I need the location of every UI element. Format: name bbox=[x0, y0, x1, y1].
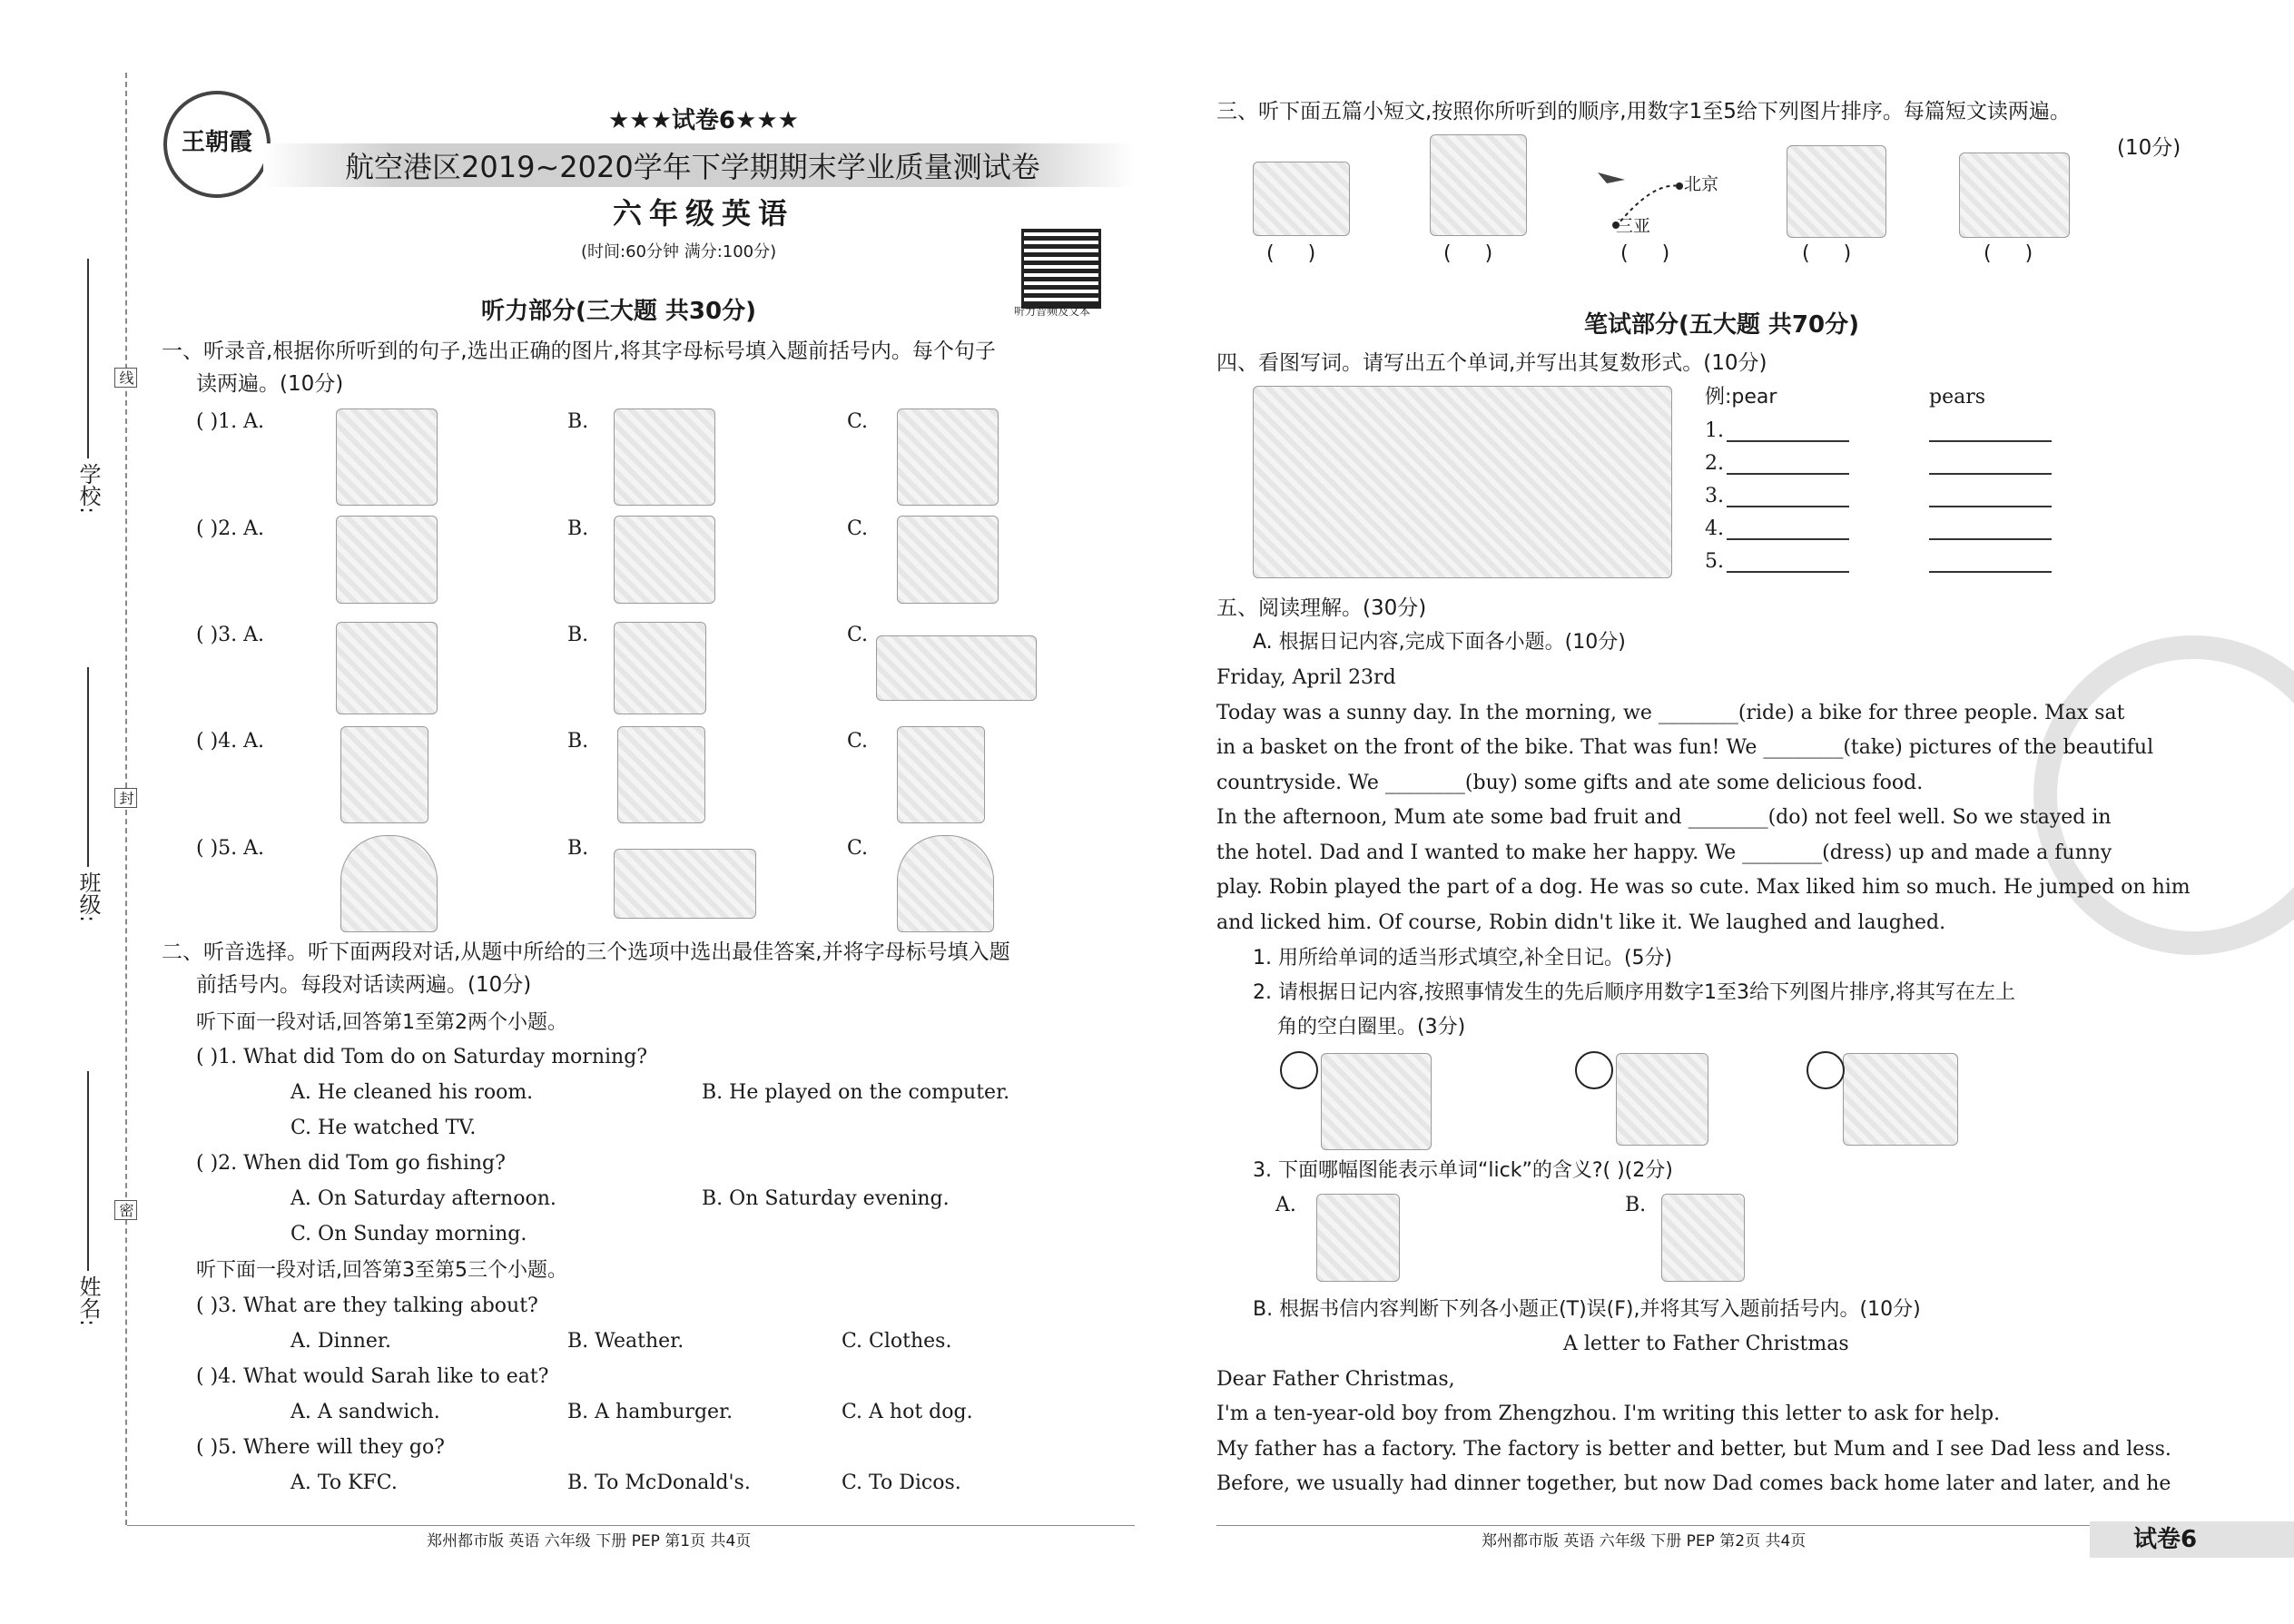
brand-logo bbox=[163, 91, 271, 198]
q5b-title: B. 根据书信内容判断下列各小题正(T)误(F),并将其写入题前括号内。(10分) bbox=[1253, 1298, 1921, 1321]
q1-4-a-image[interactable] bbox=[340, 726, 428, 823]
q3-paren-3[interactable]: ( ) bbox=[1620, 242, 1670, 265]
q2-item-2-b: B. On Saturday evening. bbox=[702, 1187, 950, 1210]
q3-title: 三、听下面五篇小短文,按照你所听到的顺序,用数字1至5给下列图片排序。每篇短文读两遍。 bbox=[1216, 100, 2071, 123]
q1-row-1-c: C. bbox=[847, 410, 869, 433]
q4-farm-picture bbox=[1253, 386, 1672, 578]
q2-item-5-question: ( )5. Where will they go? bbox=[196, 1436, 445, 1459]
q1-2-a-image[interactable] bbox=[336, 516, 438, 604]
q5a-sub-3: 3. 下面哪幅图能表示单词“lick”的含义?( )(2分) bbox=[1253, 1159, 1673, 1182]
q5a-sub-2: 2. 请根据日记内容,按照事情发生的先后顺序用数字1至3给下列图片排序,将其写在左上 bbox=[1253, 981, 2015, 1004]
q2-intro-1: 听下面一段对话,回答第1至第2两个小题。 bbox=[196, 1011, 567, 1034]
q2-item-2-c: C. On Sunday morning. bbox=[290, 1223, 527, 1245]
order-picture-2 bbox=[1616, 1053, 1708, 1146]
q4-title: 四、看图写词。请写出五个单词,并写出其复数形式。(10分) bbox=[1216, 351, 1767, 375]
letter-line-3: My father has a factory. The factory is better and better, but Mum and I see Dad less and less. bbox=[1216, 1438, 2171, 1461]
lick-option-a: A. bbox=[1275, 1194, 1296, 1216]
order-circle-1[interactable] bbox=[1280, 1051, 1318, 1089]
q2-item-1-a: A. He cleaned his room. bbox=[290, 1081, 534, 1104]
q2-title: 二、听音选择。听下面两段对话,从题中所给的三个选项中选出最佳答案,并将字母标号填入题 bbox=[162, 940, 1010, 964]
order-circle-3[interactable] bbox=[1807, 1051, 1845, 1089]
letter-title: A letter to Father Christmas bbox=[1563, 1333, 1849, 1355]
lick-image-a[interactable] bbox=[1316, 1194, 1400, 1282]
q2-item-1-question: ( )1. What did Tom do on Saturday morning? bbox=[196, 1046, 648, 1068]
q1-row-2-c: C. bbox=[847, 517, 869, 540]
q3-paren-4[interactable]: ( ) bbox=[1802, 242, 1852, 265]
q4-num-5: 5. bbox=[1705, 550, 1724, 573]
seal-mi: 密 bbox=[114, 1200, 137, 1220]
q1-row-1-b: B. bbox=[567, 410, 589, 433]
qr-caption: 听力音频及文本 bbox=[1014, 305, 1091, 318]
q5a-sub-1: 1. 用所给单词的适当形式填空,补全日记。(5分) bbox=[1253, 947, 1673, 969]
q1-5-c-image[interactable] bbox=[897, 835, 994, 932]
order-picture-1 bbox=[1321, 1053, 1432, 1150]
diary-line-1: Today was a sunny day. In the morning, we ________(ride) a bike for three people. Max sat bbox=[1216, 702, 2125, 724]
listening-heading: 听力部分(三大题 共30分) bbox=[481, 298, 756, 325]
q1-row-2-num: ( )2. A. bbox=[196, 517, 265, 540]
q3-paren-2[interactable]: ( ) bbox=[1443, 242, 1493, 265]
letter-line-1: Dear Father Christmas, bbox=[1216, 1368, 1455, 1391]
order-picture-3 bbox=[1843, 1053, 1958, 1146]
q4-num-4: 4. bbox=[1705, 517, 1724, 540]
q4-blank-3-singular[interactable] bbox=[1727, 506, 1849, 507]
q2-item-3-a: A. Dinner. bbox=[290, 1330, 391, 1353]
q1-row-5-c: C. bbox=[847, 837, 869, 860]
q4-blank-5-singular[interactable] bbox=[1727, 571, 1849, 573]
q2-item-5-c: C. To Dicos. bbox=[842, 1471, 961, 1494]
q1-3-c-image[interactable] bbox=[876, 635, 1037, 701]
q1-3-b-image[interactable] bbox=[614, 622, 706, 714]
q2-item-3-question: ( )3. What are they talking about? bbox=[196, 1294, 538, 1317]
qr-code[interactable] bbox=[1021, 229, 1101, 309]
q3-score: (10分) bbox=[2117, 136, 2181, 160]
q1-title-2: 读两遍。(10分) bbox=[196, 372, 344, 396]
q1-row-2-b: B. bbox=[567, 517, 589, 540]
q1-row-3-num: ( )3. A. bbox=[196, 624, 265, 646]
q1-row-1-num: ( )1. A. bbox=[196, 410, 265, 433]
q1-1-b-image[interactable] bbox=[614, 408, 715, 506]
q1-4-c-image[interactable] bbox=[897, 726, 985, 823]
map-beijing: 北京 bbox=[1684, 174, 1719, 194]
q2-item-4-c: C. A hot dog. bbox=[842, 1401, 973, 1423]
seal-feng: 封 bbox=[114, 788, 137, 808]
q2-item-3-c: C. Clothes. bbox=[842, 1330, 952, 1353]
q1-5-b-image[interactable] bbox=[614, 849, 756, 919]
q5a-sub-2b: 角的空白圈里。(3分) bbox=[1277, 1016, 1466, 1038]
q2-item-4-question: ( )4. What would Sarah like to eat? bbox=[196, 1365, 549, 1388]
q4-blank-1-plural[interactable] bbox=[1929, 440, 2052, 442]
q2-title-2: 前括号内。每段对话读两遍。(10分) bbox=[196, 973, 532, 997]
footer-left: 郑州都市版 英语 六年级 下册 PEP 第1页 共4页 bbox=[427, 1532, 752, 1550]
time-info: (时间:60分钟 满分:100分) bbox=[581, 242, 777, 261]
q1-5-a-image[interactable] bbox=[340, 835, 438, 932]
q4-num-3: 3. bbox=[1705, 485, 1724, 507]
q1-row-4-c: C. bbox=[847, 730, 869, 753]
q4-example-plural: pears bbox=[1929, 386, 1986, 408]
q3-paren-1[interactable]: ( ) bbox=[1266, 242, 1316, 265]
q1-row-5-b: B. bbox=[567, 837, 589, 860]
q5a-title: A. 根据日记内容,完成下面各小题。(10分) bbox=[1253, 631, 1626, 654]
brand-logo-text: 王朝霞 bbox=[181, 129, 252, 156]
footer-tag: 试卷6 bbox=[2133, 1526, 2198, 1553]
q1-row-4-b: B. bbox=[567, 730, 589, 753]
seal-xian: 线 bbox=[114, 368, 137, 388]
q1-row-3-b: B. bbox=[567, 624, 589, 646]
q4-num-2: 2. bbox=[1705, 452, 1724, 475]
q4-blank-1-singular[interactable] bbox=[1727, 440, 1849, 442]
q2-item-3-b: B. Weather. bbox=[567, 1330, 684, 1353]
q2-item-2-question: ( )2. When did Tom go fishing? bbox=[196, 1152, 506, 1175]
q1-row-3-c: C. bbox=[847, 624, 869, 646]
q1-2-c-image[interactable] bbox=[897, 516, 999, 604]
footer-right: 郑州都市版 英语 六年级 下册 PEP 第2页 共4页 bbox=[1482, 1532, 1807, 1550]
q4-blank-2-plural[interactable] bbox=[1929, 473, 2052, 475]
diary-line-7: and licked him. Of course, Robin didn't like it. We laughed and laughed. bbox=[1216, 911, 1946, 934]
q4-blank-4-plural[interactable] bbox=[1929, 538, 2052, 540]
q4-blank-2-singular[interactable] bbox=[1727, 473, 1849, 475]
diary-date: Friday, April 23rd bbox=[1216, 666, 1396, 689]
subject-title: 六年级英语 bbox=[613, 196, 795, 231]
q2-item-1-b: B. He played on the computer. bbox=[702, 1081, 1010, 1104]
q4-blank-3-plural[interactable] bbox=[1929, 506, 2052, 507]
q2-item-5-a: A. To KFC. bbox=[290, 1471, 398, 1494]
q1-row-4-num: ( )4. A. bbox=[196, 730, 265, 753]
q2-item-4-b: B. A hamburger. bbox=[567, 1401, 733, 1423]
q2-item-5-b: B. To McDonald's. bbox=[567, 1471, 751, 1494]
left-footer-rule bbox=[127, 1525, 1135, 1526]
q3-picture-3-map[interactable] bbox=[1598, 163, 1752, 236]
q1-1-c-image[interactable] bbox=[897, 408, 999, 506]
q4-blank-4-singular[interactable] bbox=[1727, 538, 1849, 540]
lick-option-b: B. bbox=[1625, 1194, 1647, 1216]
q1-2-b-image[interactable] bbox=[614, 516, 715, 604]
letter-line-2: I'm a ten-year-old boy from Zhengzhou. I'm writing this letter to ask for help. bbox=[1216, 1403, 2001, 1425]
diary-line-3: countryside. We ________(buy) some gifts and ate some delicious food. bbox=[1216, 772, 1924, 794]
q3-paren-5[interactable]: ( ) bbox=[1984, 242, 2033, 265]
q3-picture-4[interactable] bbox=[1787, 145, 1886, 238]
q2-intro-2: 听下面一段对话,回答第3至第5三个小题。 bbox=[196, 1259, 567, 1282]
class-blank bbox=[87, 667, 89, 867]
diary-line-5: the hotel. Dad and I wanted to make her happy. We ________(dress) up and made a funny bbox=[1216, 842, 2112, 864]
q1-4-b-image[interactable] bbox=[617, 726, 705, 823]
school-blank bbox=[87, 259, 89, 458]
paper-number: ★★★试卷6★★★ bbox=[608, 107, 799, 134]
letter-line-4: Before, we usually had dinner together, but now Dad comes back home later and later, and he bbox=[1216, 1472, 2171, 1495]
class-label: 班级: bbox=[75, 871, 101, 923]
name-blank bbox=[87, 1071, 89, 1271]
diary-line-2: in a basket on the front of the bike. That was fun! We ________(take) pictures of the beautiful bbox=[1216, 736, 2154, 759]
diary-line-6: play. Robin played the part of a dog. He was so cute. Max liked him so much. He jumped on him bbox=[1216, 876, 2191, 899]
q4-num-1: 1. bbox=[1705, 419, 1724, 442]
order-circle-2[interactable] bbox=[1575, 1051, 1613, 1089]
q2-item-2-a: A. On Saturday afternoon. bbox=[290, 1187, 556, 1210]
q3-picture-1[interactable] bbox=[1253, 162, 1350, 236]
q4-blank-5-plural[interactable] bbox=[1929, 571, 2052, 573]
q5-title: 五、阅读理解。(30分) bbox=[1216, 596, 1427, 620]
q2-item-1-c: C. He watched TV. bbox=[290, 1117, 477, 1139]
watermark-seal bbox=[2033, 635, 2294, 955]
diary-line-4: In the afternoon, Mum ate some bad fruit and ________(do) not feel well. So we stayed in bbox=[1216, 806, 2112, 829]
q4-example: 例:pear bbox=[1705, 386, 1777, 408]
paper-title: 航空港区2019~2020学年下学期期末学业质量测试卷 bbox=[345, 150, 1040, 184]
q1-1-a-image[interactable] bbox=[336, 408, 438, 506]
q2-item-4-a: A. A sandwich. bbox=[290, 1401, 440, 1423]
q1-3-a-image[interactable] bbox=[336, 622, 438, 714]
q3-picture-5[interactable] bbox=[1959, 153, 2070, 238]
lick-image-b[interactable] bbox=[1661, 1194, 1745, 1282]
q1-title: 一、听录音,根据你所听到的句子,选出正确的图片,将其字母标号填入题前括号内。每个句子 bbox=[162, 340, 996, 363]
writing-heading: 笔试部分(五大题 共70分) bbox=[1584, 311, 1859, 339]
school-label: 学校: bbox=[75, 463, 101, 515]
q1-row-5-num: ( )5. A. bbox=[196, 837, 265, 860]
q3-picture-2[interactable] bbox=[1430, 134, 1527, 236]
map-sanya: 三亚 bbox=[1616, 216, 1651, 236]
name-label: 姓名: bbox=[75, 1275, 101, 1327]
